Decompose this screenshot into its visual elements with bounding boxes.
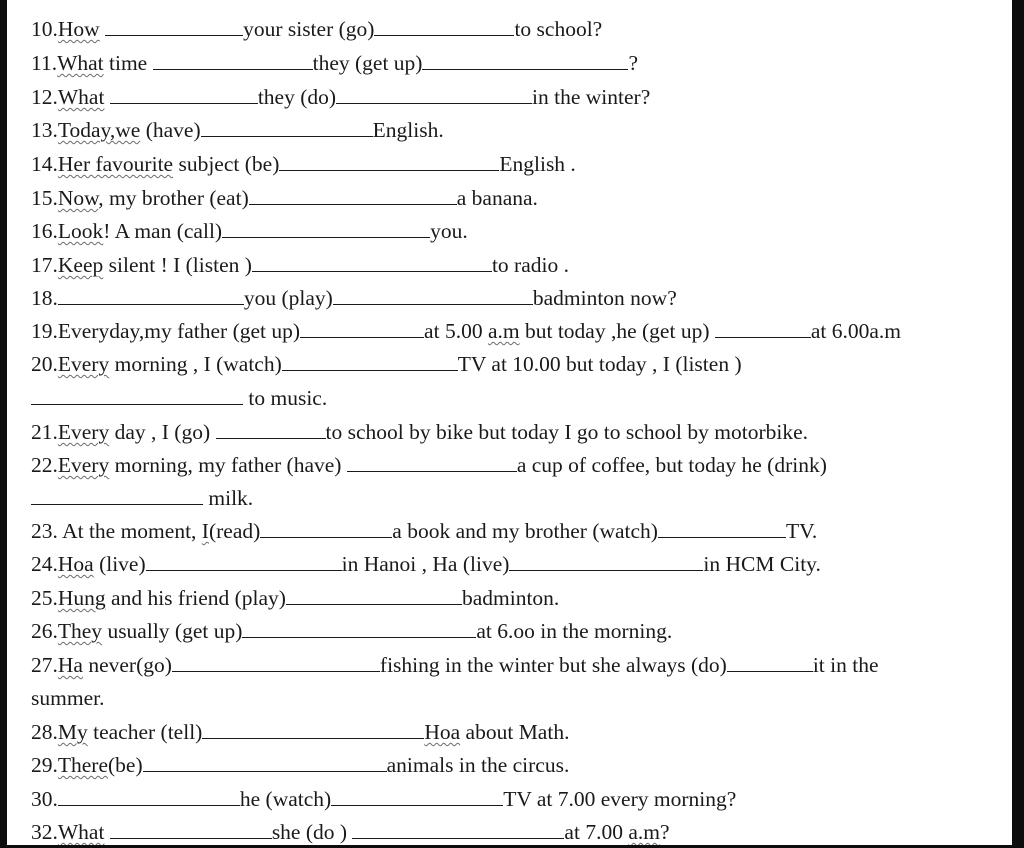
answer-blank[interactable]	[727, 653, 813, 672]
text: At the moment,	[57, 519, 202, 543]
item-number: 13.	[31, 118, 58, 142]
answer-blank[interactable]	[509, 552, 703, 571]
text: a.m	[487, 319, 520, 343]
text: fishing in the winter but she always (do)	[379, 653, 727, 677]
text: ! A man (call)	[103, 219, 223, 243]
text: Everyday,my father (get up)	[57, 319, 301, 343]
exercise-26	[31, 618, 672, 644]
exercise-23	[31, 518, 817, 544]
text: badminton.	[461, 586, 560, 610]
text: badminton now?	[532, 286, 677, 310]
exercise-22	[31, 452, 827, 478]
exercise-24	[31, 551, 821, 577]
text: to music.	[248, 386, 328, 410]
text: Hoa	[424, 720, 461, 744]
text: day , I (go)	[109, 420, 211, 444]
exercise-20-cont	[31, 385, 327, 411]
text: a cup of coffee, but today he (drink)	[516, 453, 827, 477]
text: English .	[499, 152, 576, 176]
text: a book and my brother (watch)	[392, 519, 658, 543]
exercise-13	[31, 117, 444, 143]
answer-blank[interactable]	[422, 51, 628, 70]
answer-blank[interactable]	[110, 820, 272, 839]
answer-blank[interactable]	[146, 552, 342, 571]
answer-blank[interactable]	[222, 219, 430, 238]
answer-blank[interactable]	[300, 319, 424, 338]
exercise-12	[31, 84, 650, 110]
item-number: 14.	[31, 152, 58, 176]
exercise-11	[31, 50, 638, 76]
text: to radio .	[491, 253, 569, 277]
answer-blank[interactable]	[31, 486, 203, 505]
exercise-14	[31, 151, 576, 177]
answer-blank[interactable]	[282, 352, 458, 371]
item-number: 23.	[31, 519, 58, 543]
item-number: 19.	[31, 319, 58, 343]
exercise-28	[31, 719, 569, 745]
exercise-10	[31, 16, 602, 42]
exercise-17	[31, 252, 569, 278]
text: How	[57, 17, 100, 41]
text: but today ,he (get up)	[519, 319, 710, 343]
exercise-15	[31, 185, 538, 211]
answer-blank[interactable]	[374, 17, 514, 36]
text: Ha	[57, 653, 83, 677]
text: Look	[57, 219, 104, 243]
exercise-32	[31, 819, 670, 845]
item-number: 28.	[31, 720, 58, 744]
text: never(go)	[82, 653, 172, 677]
text: in HCM City.	[703, 552, 821, 576]
item-number: 21.	[31, 420, 58, 444]
exercise-27-cont	[31, 685, 104, 711]
text: it in the	[812, 653, 879, 677]
text: There	[57, 753, 109, 777]
item-number: 29.	[31, 753, 58, 777]
text: Every	[57, 352, 110, 376]
exercise-27	[31, 652, 879, 678]
item-number: 15.	[31, 186, 58, 210]
text: she (do )	[271, 820, 348, 844]
item-number: 24.	[31, 552, 58, 576]
text: milk.	[208, 486, 254, 510]
worksheet	[7, 0, 1012, 845]
item-number: 10.	[31, 17, 58, 41]
answer-blank[interactable]	[347, 453, 517, 472]
answer-blank[interactable]	[58, 286, 244, 305]
text: Keep	[57, 253, 104, 277]
text: (live)	[93, 552, 146, 576]
answer-blank[interactable]	[172, 653, 380, 672]
text: to school by bike but today I go to school by motorbike.	[325, 420, 809, 444]
exercise-16	[31, 218, 468, 244]
text: at 6.00a.m	[810, 319, 902, 343]
text: about Math.	[460, 720, 570, 744]
text: animals in the circus.	[386, 753, 570, 777]
exercise-30	[31, 786, 736, 812]
text: in Hanoi , Ha (live)	[341, 552, 510, 576]
answer-blank[interactable]	[249, 186, 457, 205]
exercise-21	[31, 419, 808, 445]
text: Today,we	[57, 118, 141, 142]
text: at 5.00	[424, 319, 488, 343]
text: in the winter?	[532, 85, 651, 109]
text: he (watch)	[239, 787, 332, 811]
right-border	[1012, 0, 1024, 848]
answer-blank[interactable]	[110, 85, 258, 104]
item-number: 11.	[31, 51, 58, 75]
exercise-18	[31, 285, 677, 311]
text: What	[57, 51, 104, 75]
left-border	[0, 0, 7, 848]
answer-blank[interactable]	[331, 787, 503, 806]
item-number: 22.	[31, 453, 58, 477]
answer-blank[interactable]	[279, 152, 499, 171]
answer-blank[interactable]	[333, 286, 533, 305]
exercise-25	[31, 585, 559, 611]
answer-blank[interactable]	[202, 720, 424, 739]
text: you.	[430, 219, 468, 243]
text: a.m	[628, 820, 660, 844]
item-number: 12.	[31, 85, 58, 109]
text: TV at 10.00 but today , I (listen )	[457, 352, 742, 376]
exercise-22-cont	[31, 485, 253, 511]
answer-blank[interactable]	[153, 51, 313, 70]
item-number: 20.	[31, 352, 58, 376]
item-number: 25.	[31, 586, 58, 610]
text: (have)	[140, 118, 201, 142]
text: English.	[372, 118, 444, 142]
text: to school?	[514, 17, 603, 41]
answer-blank[interactable]	[143, 753, 387, 772]
text: , my brother (eat)	[98, 186, 249, 210]
item-number: 18.	[31, 286, 58, 310]
text: Every	[57, 420, 110, 444]
answer-blank[interactable]	[252, 253, 492, 272]
text: Hoa	[57, 552, 94, 576]
text: summer.	[31, 686, 105, 710]
answer-blank[interactable]	[286, 586, 462, 605]
answer-blank[interactable]	[216, 420, 326, 439]
text: teacher (tell)	[87, 720, 203, 744]
text: and his friend (play)	[105, 586, 286, 610]
text: I	[201, 519, 209, 543]
item-number: 32.	[31, 820, 58, 844]
answer-blank[interactable]	[715, 319, 811, 338]
text: they (do)	[257, 85, 337, 109]
text: What	[57, 85, 105, 109]
text: they (get up)	[312, 51, 423, 75]
text: ?	[659, 820, 670, 844]
text: Hung	[57, 586, 106, 610]
answer-blank[interactable]	[105, 17, 243, 36]
text: time	[103, 51, 148, 75]
text: at 6.oo in the morning.	[476, 619, 673, 643]
text: you (play)	[243, 286, 333, 310]
text: Her favourite	[57, 152, 174, 176]
answer-blank[interactable]	[201, 118, 373, 137]
text: subject (be)	[173, 152, 280, 176]
text: silent ! I (listen )	[103, 253, 252, 277]
answer-blank[interactable]	[260, 519, 392, 538]
item-number: 16.	[31, 219, 58, 243]
text: usually (get up)	[102, 619, 243, 643]
answer-blank[interactable]	[31, 386, 243, 405]
text: Now	[57, 186, 99, 210]
item-number: 30.	[31, 787, 58, 811]
text: at 7.00	[564, 820, 629, 844]
exercise-19	[31, 318, 901, 344]
text: My	[57, 720, 88, 744]
text: TV.	[785, 519, 818, 543]
text: morning, my father (have)	[109, 453, 342, 477]
answer-blank[interactable]	[58, 787, 240, 806]
item-number: 27.	[31, 653, 58, 677]
text: ?	[628, 51, 639, 75]
answer-blank[interactable]	[352, 820, 564, 839]
text: your sister (go)	[243, 17, 375, 41]
text: What	[57, 820, 105, 844]
exercise-20	[31, 351, 742, 377]
text: morning , I (watch)	[109, 352, 282, 376]
text: They	[57, 619, 103, 643]
text: (read)	[208, 519, 261, 543]
answer-blank[interactable]	[242, 619, 476, 638]
item-number: 17.	[31, 253, 58, 277]
answer-blank[interactable]	[658, 519, 786, 538]
text: TV at 7.00 every morning?	[503, 787, 737, 811]
text: a banana.	[456, 186, 538, 210]
text: Every	[57, 453, 110, 477]
text: (be)	[108, 753, 143, 777]
answer-blank[interactable]	[336, 85, 532, 104]
item-number: 26.	[31, 619, 58, 643]
exercise-29	[31, 752, 569, 778]
